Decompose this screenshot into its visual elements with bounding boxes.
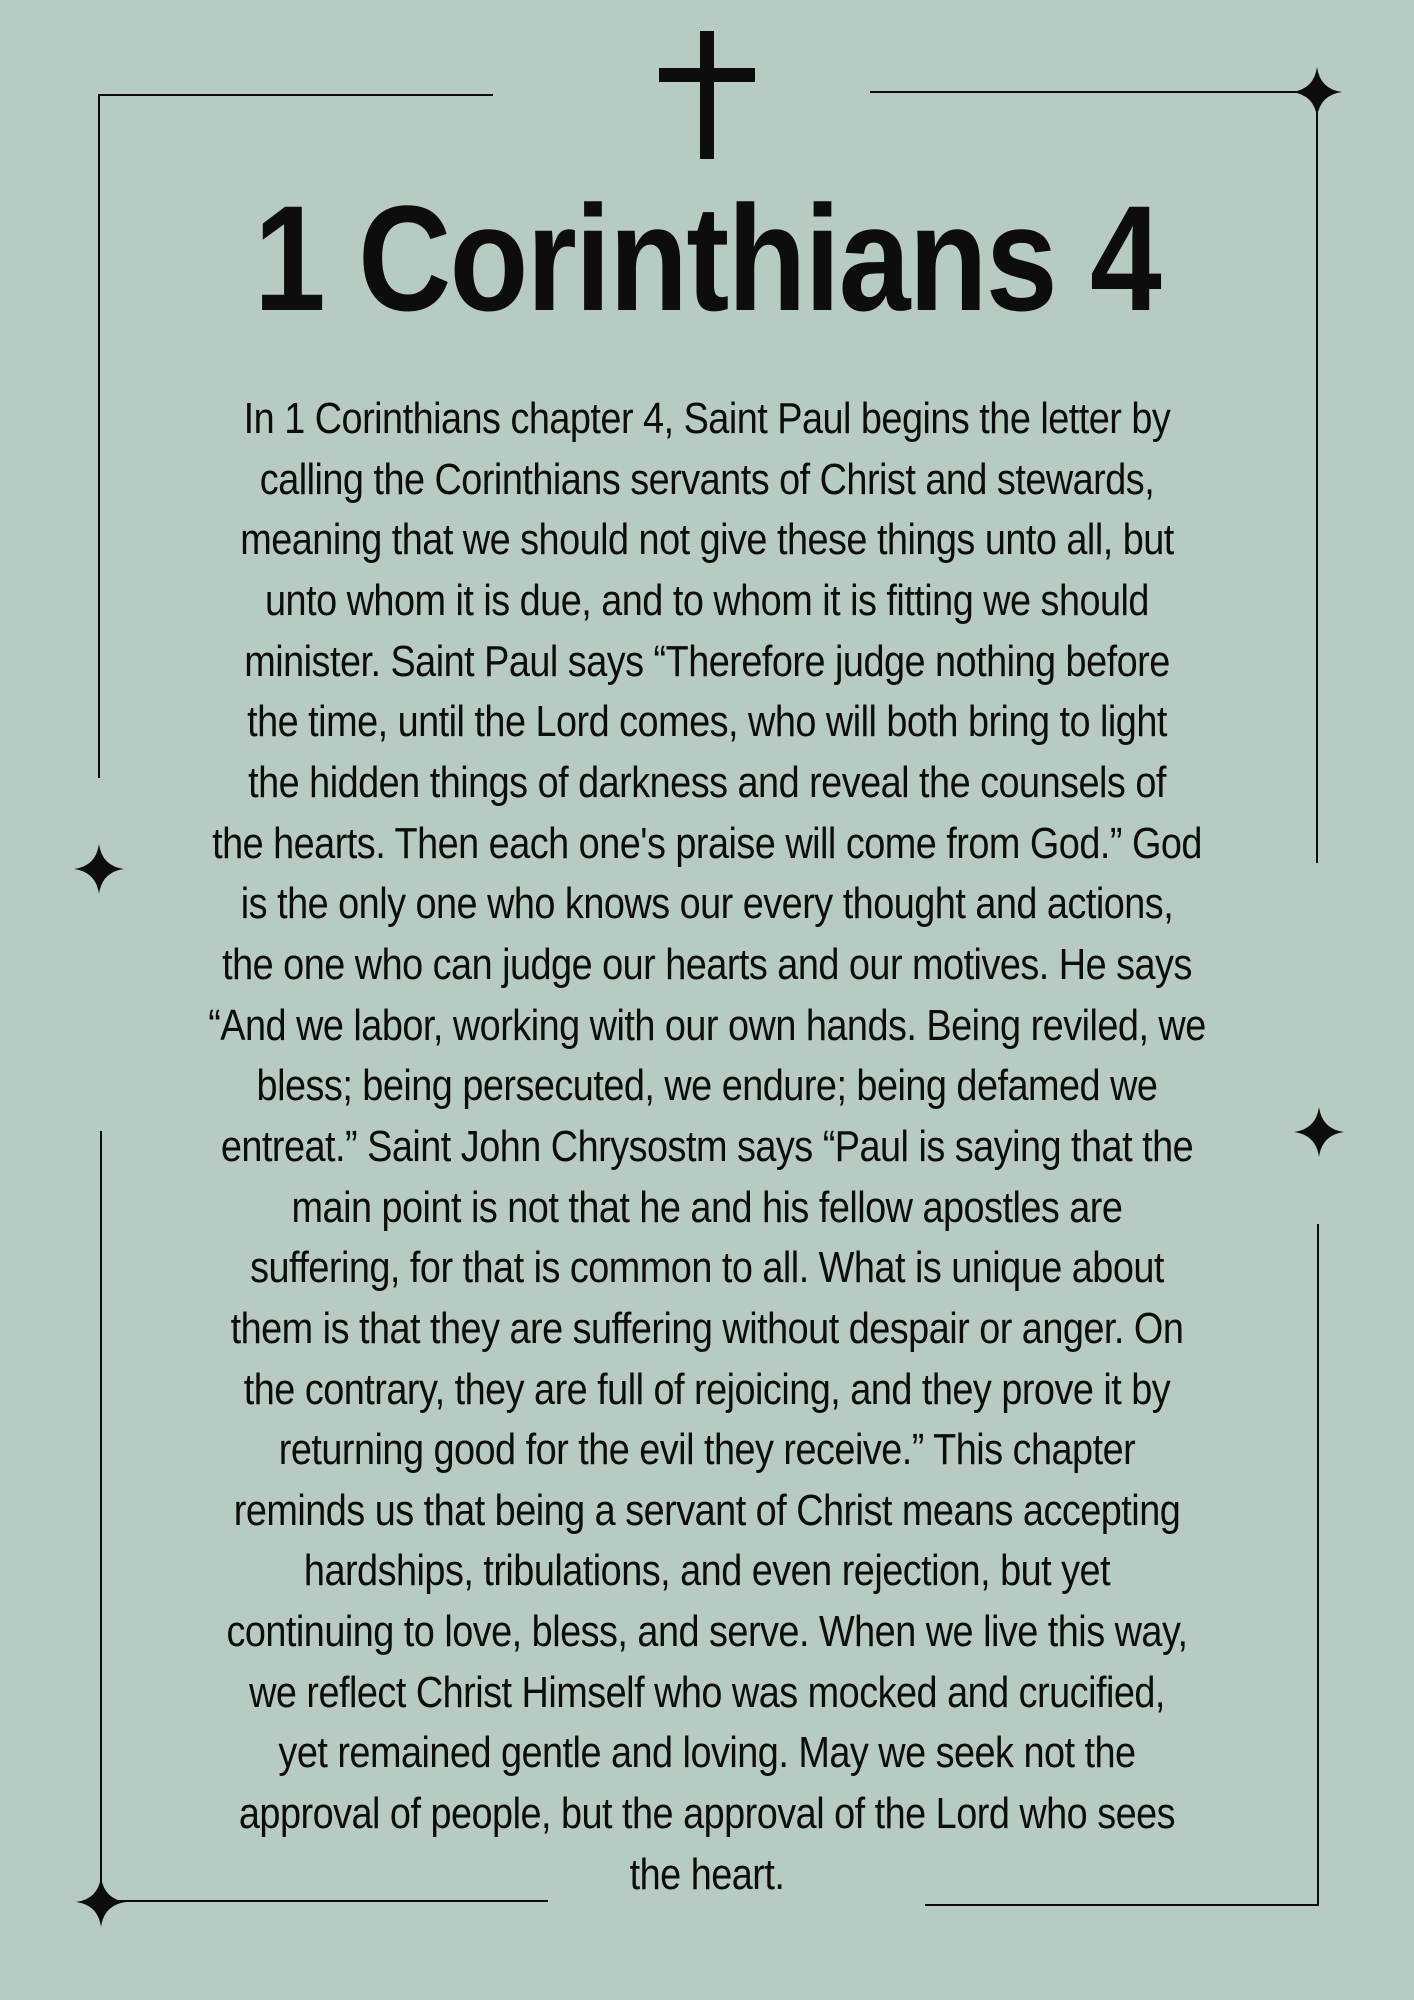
body-line: we reflect Christ Himself who was mocked and crucified, <box>249 1667 1165 1717</box>
body-line: entreat.” Saint John Chrysostm says “Paul is saying that the <box>220 1121 1194 1171</box>
body-line: minister. Saint Paul says “Therefore judge nothing before <box>244 636 1170 686</box>
body-line: the time, until the Lord comes, who will both bring to light <box>247 697 1167 747</box>
body-line: the hearts. Then each one's praise will come from God.” God <box>212 818 1202 868</box>
body-paragraph <box>0 389 1414 1905</box>
body-line: reminds us that being a servant of Christ means accepting <box>233 1485 1181 1535</box>
cross-icon <box>655 28 759 162</box>
body-line: In 1 Corinthians chapter 4, Saint Paul begins the letter by <box>243 394 1171 443</box>
body-line: approval of people, but the approval of the Lord who sees <box>238 1789 1176 1839</box>
body-line: unto whom it is due, and to whom it is fitting we should <box>265 575 1149 625</box>
body-line: main point is not that he and his fellow apostles are <box>291 1182 1123 1232</box>
body-line: yet remained gentle and loving. May we seek not the <box>278 1728 1136 1778</box>
body-line: continuing to love, bless, and serve. When we live this way, <box>226 1607 1188 1657</box>
frame-top-left-line <box>98 94 493 96</box>
body-line: the contrary, they are full of rejoicing, and they prove it by <box>243 1364 1171 1414</box>
body-line: is the only one who knows our every thought and actions, <box>240 879 1174 929</box>
body-line: the one who can judge our hearts and our motives. He says <box>222 939 1192 989</box>
sparkle-star-icon <box>1292 67 1342 117</box>
body-line: the heart. <box>629 1849 785 1899</box>
body-line: “And we labor, working with our own hands. Being reviled, we <box>208 1000 1206 1050</box>
body-line: them is that they are suffering without despair or anger. On <box>230 1303 1184 1353</box>
body-line: calling the Corinthians servants of Christ and stewards, <box>259 454 1155 504</box>
frame-top-right-line <box>870 91 1318 93</box>
body-line: returning good for the evil they receive.” This chapter <box>278 1425 1136 1475</box>
page-title: 1 Corinthians 4 <box>253 174 1161 342</box>
body-line: the hidden things of darkness and reveal the counsels of <box>248 757 1166 807</box>
body-line: suffering, for that is common to all. What is unique about <box>250 1243 1164 1293</box>
body-line: bless; being persecuted, we endure; being defamed we <box>256 1061 1158 1111</box>
body-line: hardships, tribulations, and even rejection, but yet <box>303 1546 1111 1596</box>
body-line: meaning that we should not give these things unto all, but <box>240 515 1174 565</box>
